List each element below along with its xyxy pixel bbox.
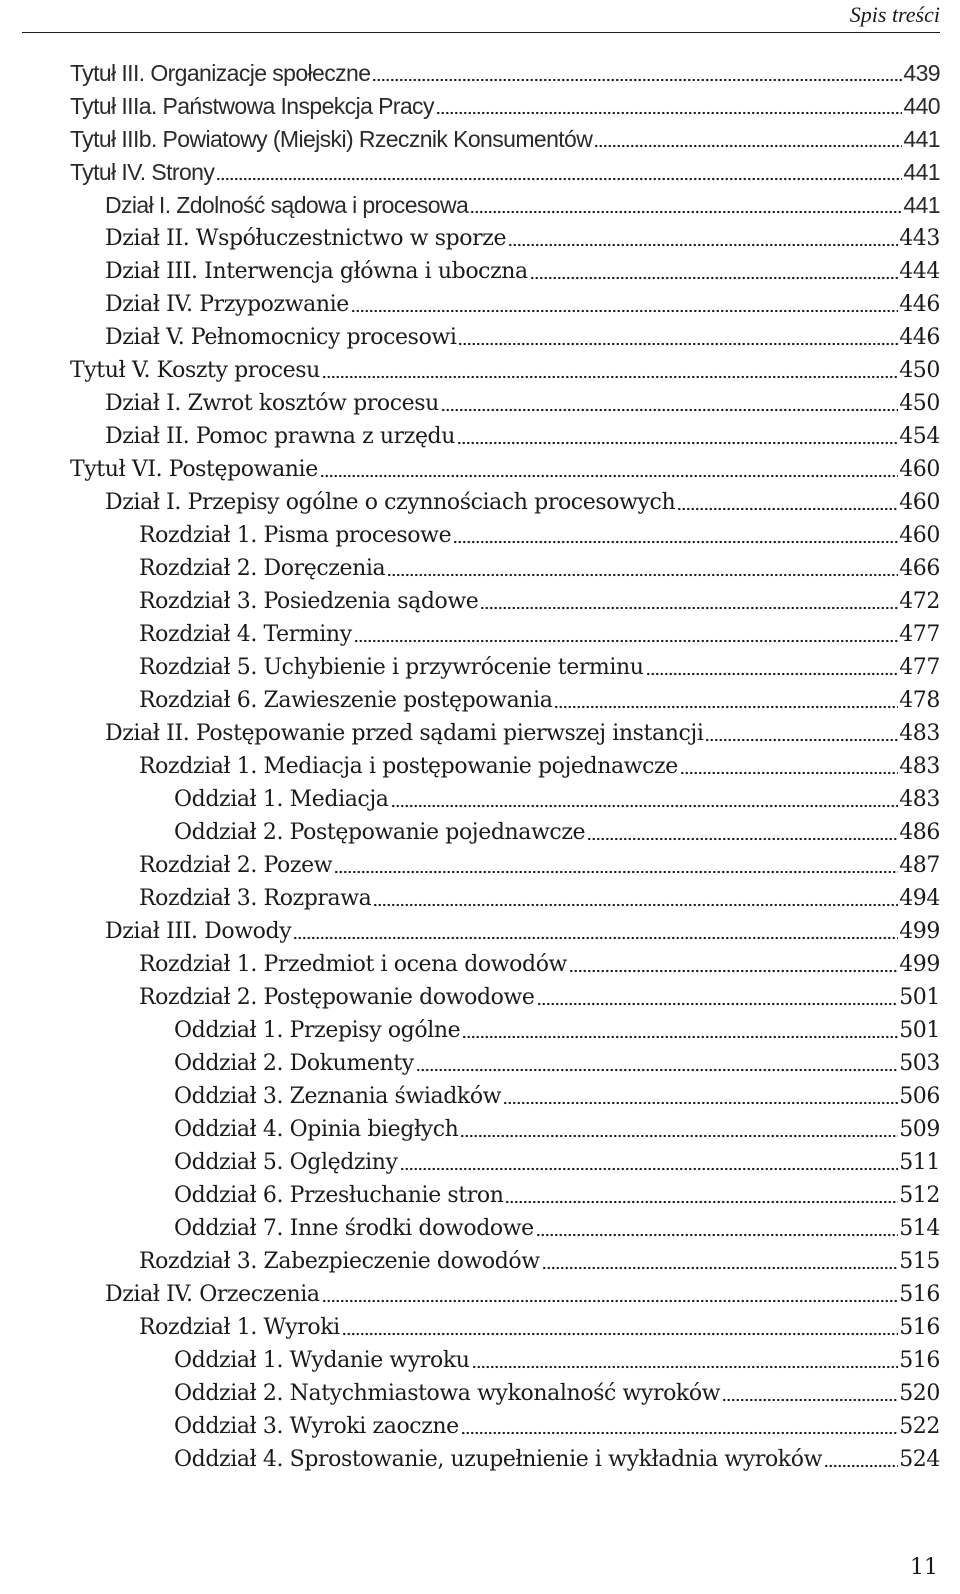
dot-leader	[372, 74, 902, 82]
toc-entry-page-number: 524	[899, 1447, 940, 1472]
dot-leader	[536, 1229, 898, 1237]
toc-entry-page-number: 522	[899, 1414, 940, 1439]
toc-entry-title: Oddział 4. Sprostowanie, uzupełnienie i wykładnia wyroków	[174, 1447, 823, 1472]
toc-entry[interactable]	[0, 1146, 960, 1179]
toc-entry-page-number: 460	[899, 457, 940, 482]
toc-entry-page-number: 501	[899, 1018, 940, 1043]
toc-entry[interactable]	[0, 57, 960, 90]
dot-leader	[334, 866, 898, 874]
toc-entry[interactable]	[0, 156, 960, 189]
toc-entry-title: Dział II. Postępowanie przed sądami pierwszej instancji	[105, 721, 704, 746]
toc-entry[interactable]	[0, 1080, 960, 1113]
toc-entry[interactable]	[0, 1014, 960, 1047]
toc-entry-title: Tytuł VI. Postępowanie	[70, 457, 318, 482]
running-header-title: Spis treści	[849, 2, 940, 27]
dot-leader	[354, 635, 898, 643]
toc-entry-title: Oddział 1. Wydanie wyroku	[174, 1348, 470, 1373]
toc-entry[interactable]	[0, 1311, 960, 1344]
dot-leader	[824, 1460, 898, 1468]
toc-entry[interactable]	[0, 1212, 960, 1245]
toc-entry-title: Dział I. Przepisy ogólne o czynnościach procesowych	[105, 490, 676, 515]
dot-leader	[351, 305, 898, 313]
toc-entry[interactable]	[0, 90, 960, 123]
toc-entry-title: Tytuł IV. Strony	[70, 159, 215, 185]
toc-entry-page-number: 477	[899, 655, 940, 680]
toc-entry-title: Oddział 1. Przepisy ogólne	[174, 1018, 461, 1043]
toc-entry-page-number: 441	[903, 192, 940, 218]
toc-entry-page-number: 472	[899, 589, 940, 614]
dot-leader	[480, 602, 898, 610]
toc-entry[interactable]	[0, 552, 960, 585]
toc-entry-page-number: 446	[899, 325, 940, 350]
toc-entry-page-number: 520	[899, 1381, 940, 1406]
toc-entry-page-number: 516	[899, 1348, 940, 1373]
toc-entry-page-number: 512	[899, 1183, 940, 1208]
dot-leader	[400, 1163, 899, 1171]
toc-entry-title: Dział III. Interwencja główna i uboczna	[105, 259, 528, 284]
toc-entry-title: Dział I. Zwrot kosztów procesu	[105, 391, 439, 416]
toc-entry-page-number: 494	[899, 886, 940, 911]
toc-entry-page-number: 450	[899, 391, 940, 416]
dot-leader	[537, 998, 899, 1006]
dot-leader	[453, 536, 898, 544]
toc-entry-title: Rozdział 1. Wyroki	[139, 1315, 340, 1340]
toc-entry-title: Rozdział 3. Rozprawa	[139, 886, 372, 911]
toc-entry-title: Rozdział 3. Posiedzenia sądowe	[139, 589, 479, 614]
toc-entry-page-number: 440	[903, 93, 940, 119]
toc-entry-title: Rozdział 6. Zawieszenie postępowania	[139, 688, 553, 713]
toc-entry[interactable]	[0, 288, 960, 321]
dot-leader	[569, 965, 898, 973]
dot-leader	[722, 1394, 898, 1402]
header-rule	[22, 32, 940, 33]
toc-entry[interactable]	[0, 123, 960, 156]
toc-entry-page-number: 483	[899, 787, 940, 812]
toc-entry-page-number: 499	[899, 952, 940, 977]
dot-leader	[587, 833, 898, 841]
toc-entry[interactable]	[0, 519, 960, 552]
dot-leader	[216, 173, 902, 181]
toc-entry-title: Rozdział 1. Przedmiot i ocena dowodów	[139, 952, 567, 977]
dot-leader	[322, 371, 898, 379]
toc-entry[interactable]	[0, 948, 960, 981]
dot-leader	[542, 1262, 899, 1270]
dot-leader	[342, 1328, 898, 1336]
toc-entry-title: Oddział 5. Oględziny	[174, 1150, 398, 1175]
toc-entry-title: Dział IV. Przypozwanie	[105, 292, 349, 317]
toc-entry-page-number: 501	[899, 985, 940, 1010]
dot-leader	[594, 140, 902, 148]
toc-entry-page-number: 460	[899, 523, 940, 548]
toc-entry[interactable]	[0, 1047, 960, 1080]
page-number: 11	[910, 1555, 938, 1580]
toc-entry-page-number: 441	[903, 159, 940, 185]
toc-entry-page-number: 439	[903, 60, 940, 86]
toc-entry-page-number: 477	[899, 622, 940, 647]
dot-leader	[387, 569, 898, 577]
dot-leader	[462, 1031, 898, 1039]
dot-leader	[458, 338, 898, 346]
toc-entry[interactable]	[0, 882, 960, 915]
toc-entry[interactable]	[0, 1410, 960, 1443]
toc-entry[interactable]	[0, 1179, 960, 1212]
toc-entry-title: Oddział 2. Dokumenty	[174, 1051, 414, 1076]
toc-entry[interactable]	[0, 1443, 960, 1476]
dot-leader	[373, 899, 898, 907]
toc-entry-page-number: 444	[899, 259, 940, 284]
dot-leader	[293, 932, 898, 940]
toc-entry[interactable]	[0, 717, 960, 750]
toc-entry[interactable]	[0, 651, 960, 684]
toc-entry-title: Dział II. Pomoc prawna z urzędu	[105, 424, 456, 449]
toc-entry-title: Oddział 2. Postępowanie pojednawcze	[174, 820, 586, 845]
toc-entry-page-number: 516	[899, 1282, 940, 1307]
toc-entry-page-number: 516	[899, 1315, 940, 1340]
toc-entry-page-number: 487	[899, 853, 940, 878]
toc-entry[interactable]	[0, 849, 960, 882]
toc-entry-title: Rozdział 1. Pisma procesowe	[139, 523, 452, 548]
toc-entry-page-number: 443	[899, 226, 940, 251]
dot-leader	[472, 1361, 899, 1369]
toc-entry-title: Dział IV. Orzeczenia	[105, 1282, 320, 1307]
dot-leader	[460, 1130, 898, 1138]
dot-leader	[680, 767, 898, 775]
toc-entry[interactable]	[0, 684, 960, 717]
toc-entry-title: Tytuł IIIa. Państwowa Inspekcja Pracy	[70, 93, 434, 119]
toc-entry[interactable]	[0, 618, 960, 651]
toc-entry-title: Rozdział 2. Pozew	[139, 853, 333, 878]
toc-entry-title: Tytuł III. Organizacje społeczne	[70, 60, 371, 86]
table-of-contents	[0, 57, 960, 1476]
toc-entry[interactable]	[0, 453, 960, 486]
toc-entry-title: Rozdział 5. Uchybienie i przywrócenie terminu	[139, 655, 644, 680]
toc-entry-title: Dział V. Pełnomocnicy procesowi	[105, 325, 457, 350]
dot-leader	[320, 470, 898, 478]
toc-entry-title: Tytuł IIIb. Powiatowy (Miejski) Rzecznik Konsumentów	[70, 126, 593, 152]
toc-entry[interactable]	[0, 1245, 960, 1278]
dot-leader	[508, 239, 898, 247]
toc-entry-title: Rozdział 3. Zabezpieczenie dowodów	[139, 1249, 540, 1274]
dot-leader	[646, 668, 899, 676]
toc-entry-page-number: 466	[899, 556, 940, 581]
dot-leader	[505, 1196, 898, 1204]
dot-leader	[322, 1295, 899, 1303]
toc-entry[interactable]	[0, 420, 960, 453]
dot-leader	[554, 701, 898, 709]
dot-leader	[705, 734, 898, 742]
toc-entry-title: Oddział 3. Zeznania świadków	[174, 1084, 502, 1109]
toc-entry[interactable]	[0, 1377, 960, 1410]
toc-entry-page-number: 503	[899, 1051, 940, 1076]
toc-entry-title: Oddział 1. Mediacja	[174, 787, 389, 812]
toc-entry-page-number: 515	[899, 1249, 940, 1274]
toc-entry-title: Oddział 6. Przesłuchanie stron	[174, 1183, 504, 1208]
toc-entry-page-number: 478	[899, 688, 940, 713]
toc-entry-page-number: 509	[899, 1117, 940, 1142]
toc-entry-title: Rozdział 1. Mediacja i postępowanie pojednawcze	[139, 754, 678, 779]
toc-entry[interactable]	[0, 354, 960, 387]
toc-entry[interactable]	[0, 255, 960, 288]
toc-entry[interactable]	[0, 387, 960, 420]
toc-entry-title: Tytuł V. Koszty procesu	[70, 358, 320, 383]
dot-leader	[441, 404, 898, 412]
toc-entry-title: Oddział 3. Wyroki zaoczne	[174, 1414, 459, 1439]
toc-entry[interactable]	[0, 486, 960, 519]
toc-entry-page-number: 483	[899, 754, 940, 779]
toc-entry-title: Oddział 2. Natychmiastowa wykonalność wyroków	[174, 1381, 721, 1406]
toc-entry-page-number: 511	[899, 1150, 940, 1175]
toc-entry[interactable]	[0, 585, 960, 618]
toc-entry-title: Dział I. Zdolność sądowa i procesowa	[105, 192, 469, 218]
toc-entry[interactable]	[0, 816, 960, 849]
toc-entry-page-number: 450	[899, 358, 940, 383]
dot-leader	[470, 206, 902, 214]
dot-leader	[503, 1097, 898, 1105]
toc-entry[interactable]	[0, 981, 960, 1014]
toc-entry-page-number: 441	[903, 126, 940, 152]
toc-entry[interactable]	[0, 1278, 960, 1311]
toc-entry-page-number: 446	[899, 292, 940, 317]
dot-leader	[416, 1064, 898, 1072]
toc-entry-title: Oddział 4. Opinia biegłych	[174, 1117, 459, 1142]
toc-entry-title: Rozdział 2. Doręczenia	[139, 556, 386, 581]
toc-entry[interactable]	[0, 750, 960, 783]
toc-entry-page-number: 506	[899, 1084, 940, 1109]
dot-leader	[677, 503, 898, 511]
dot-leader	[461, 1427, 898, 1435]
toc-entry-title: Dział II. Współuczestnictwo w sporze	[105, 226, 507, 251]
toc-entry[interactable]	[0, 783, 960, 816]
toc-entry-title: Rozdział 4. Terminy	[139, 622, 352, 647]
toc-entry[interactable]	[0, 1113, 960, 1146]
toc-entry-title: Oddział 7. Inne środki dowodowe	[174, 1216, 534, 1241]
dot-leader	[457, 437, 898, 445]
toc-entry-title: Dział III. Dowody	[105, 919, 292, 944]
dot-leader	[436, 107, 903, 115]
toc-entry-title: Rozdział 2. Postępowanie dowodowe	[139, 985, 535, 1010]
toc-entry-page-number: 454	[899, 424, 940, 449]
toc-entry[interactable]	[0, 1344, 960, 1377]
dot-leader	[391, 800, 899, 808]
toc-entry-page-number: 514	[899, 1216, 940, 1241]
toc-entry-page-number: 499	[899, 919, 940, 944]
toc-entry-page-number: 483	[899, 721, 940, 746]
toc-entry[interactable]	[0, 915, 960, 948]
dot-leader	[530, 272, 898, 280]
toc-entry-page-number: 486	[899, 820, 940, 845]
toc-entry-page-number: 460	[899, 490, 940, 515]
toc-entry[interactable]	[0, 189, 960, 222]
toc-entry[interactable]	[0, 321, 960, 354]
toc-entry[interactable]	[0, 222, 960, 255]
